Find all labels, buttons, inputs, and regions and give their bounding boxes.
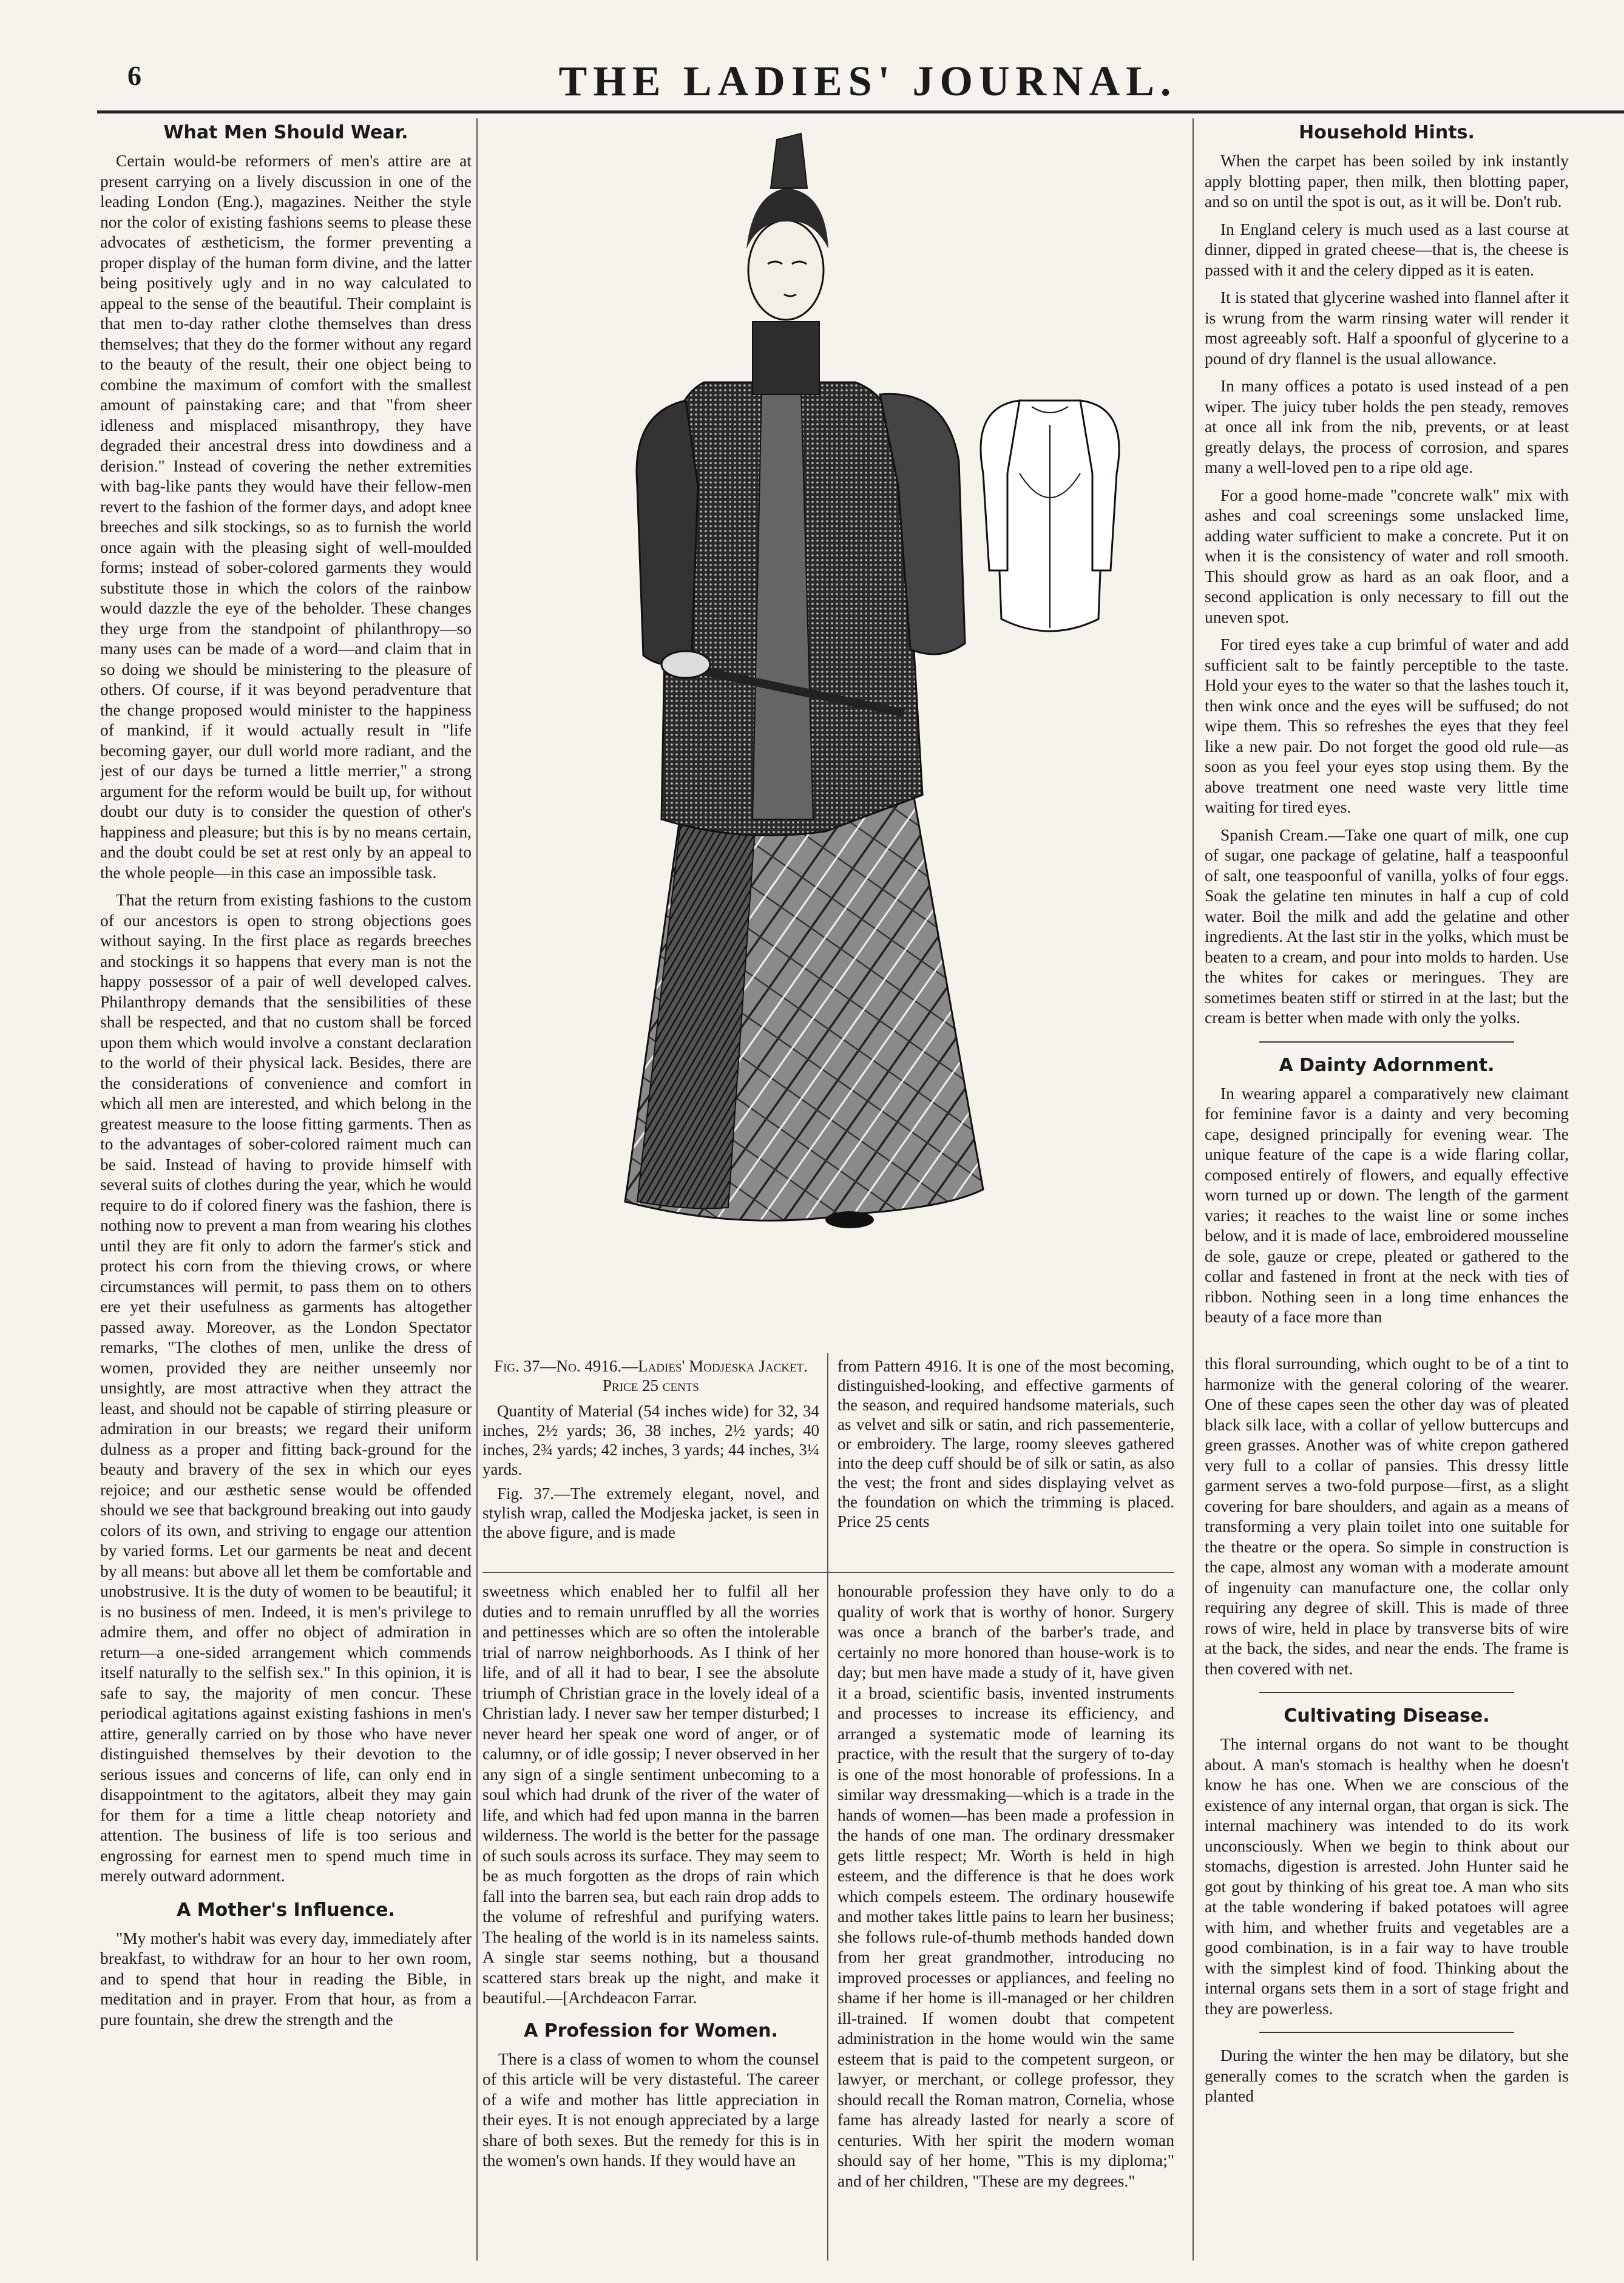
article-title-mothers: A Mother's Influence.	[177, 1899, 395, 1921]
article-paragraph: Spanish Cream.—Take one quart of milk, one cup of sugar, one package of gelatine, half a teaspoonful of salt, one teaspoonful of vanilla, yolks of four eggs. Soak the gelatine ten minutes in half a cup of cold water. Boil the milk and add the gelatine and other ingredients. At the last stir in the yolks, which must be beaten to a cream, and pour into molds to harden. Use the whites for cakes or meringues. They are sometimes beaten stiff or stirred in at the last; but the cream is better when made with only the yolks.	[1205, 825, 1569, 1027]
caption-title: Fig. 37—No. 4916.—Ladies' Modjeska Jacket. Price 25 cents	[494, 1357, 808, 1395]
mothers-continued: sweetness which enabled her to fulfil all her duties and to remain unruffled by all the worries and pettinesses which are so often the intolerable trial of narrow neighborhoods. As I think of her life, and of all it had to bear, I see the absolute triumph of Christian grace in the lovely ideal of a Christian lady. I never saw her temper disturbed; I never heard her speak one word of anger, or of calumny, or of idle gossip; I never observed in her any sign of a single sentiment unbecoming to a soul which had drunk of the river of the water of life, and which had fed upon manna in the barren wilderness. The world is the better for the passage of such souls across its surface. They may seem to be as much forgotten as the drops of rain which fall into the barren sea, but each rain drop adds to the volume of refreshful and purifying waters. The healing of the world is in its nameless saints. A single star seems nothing, but a thousand scattered stars break up the night, and make it beautiful.—[Archdeacon Farrar.	[482, 1581, 819, 2007]
caption-description-cont: from Pattern 4916. It is one of the most becoming, distinguished-looking, and effective garments of the season, and required handsome materials, such as velvet and silk or satin, and rich passementerie, or embroidery. The large, roomy sleeves gathered into the deep cuff should be of silk or satin, as also the vest; the front and sides displaying velvet as the foundation on which the trimming is placed. Price 25 cents	[837, 1357, 1174, 1530]
article-paragraph: Certain would-be reformers of men's attire are at present carrying on a lively discussion in one of the leading London (Eng.), magazines. Neither the style nor the color of existing fashions seems to please these advocates of æstheticism, the former preventing a proper display of the human form divine, and the latter being positively ugly and in no way calculated to appeal to the sense of the beautiful. Their complaint is that men to-day rather clothe themselves than dress themselves; that they do the former without any regard to the beauty of the result, their one object being to combine the maximum of comfort with the smallest amount of painstaking care; and that "from sheer idleness and misplaced misanthropy, they have degraded their ancestral dress into dowdiness and a derision." Instead of covering the nether extremities with bag-like pants they would have their fellow-men revert to the fashion of the former days, and adopt knee breeches and silk stockings, so as to furnish the world once again with the pleasing sight of well-moulded forms; instead of sober-colored garments they would substitute those in which the colors of the rainbow would dazzle the eye of the beholder. These changes they urge from the standpoint of philanthropy—so many uses can be made of a word—and claim that in so doing we should be ministering to the pleasure of others. Of course, if it was beyond peradventure that the change proposed would minister to the happiness of mankind, if it would actually result in "life becoming gayer, our dull world more radiant, and the jest of our days be turned a little merrier," a strong argument for the reform would be built up, for without doubt our duty is to consider the question of other's happiness and pleasure; but this is by no means certain, and the doubt could be set at rest only by an appeal to the whole people—in this case an impossible task.	[100, 151, 472, 882]
column-left	[100, 118, 472, 2264]
article-title-profession: A Profession for Women.	[524, 2020, 778, 2041]
figure-caption-right	[837, 1356, 1174, 1531]
column-right-upper	[1205, 118, 1569, 1335]
article-paragraph: For tired eyes take a cup brimful of water and add sufficient salt to be faintly perceptible to the taste. Hold your eyes to the water so that the lashes touch it, then wink once and the eyes will be suffused; do not wipe them. This so refreshes the eyes that they feel like a new pair. Do not forget the good old rule—as soon as you feel your eyes stop using them. By the above treatment one need waste very little time waiting for tired eyes.	[1205, 635, 1569, 816]
modjeska-jacket-figure	[486, 121, 1238, 1323]
article-paragraph: That the return from existing fashions to the custom of our ancestors is open to strong objections goes without saying. In the first place as regards breeches and stockings it so happens that every man is not the happy possessor of a pair of well developed calves. Philanthropy demands that the sensibilities of these shall be respected, and that no custom shall be forced upon them which would involve a constant declaration to the world of their physical lack. Besides, there are the considerations of convenience and comfort in which all men are interested, and which belong in the greatest measure to the loose fitting garments. Then as to the advantages of sober-colored raiment much can be said. Instead of having to provide himself with several suits of clothes during the year, which he would require to do if colored finery was the fashion, there is nothing now to prevent a man from wearing his clothes until they are fit only to adorn the farmer's stick and protect his corn from the thieving crows, or where circumstances will permit, to pass them on to others ere yet their usefulness as garments has altogether passed away. Moreover, as the London Spectator remarks, "The clothes of men, unlike the dress of women, provided they are neither unseemly nor unsightly, are most attractive when they attract the least, and should not be capable of stirring pleasure or admiration in our breasts; we regard their uniform dulness as a proper and fitting back-ground for the beauty and bravery of the sex in which our eyes rejoice; and our æsthetic sense would be offended should we see that background breaking out into gaudy colors of its own, and striving to engage our attention by varied forms. Let our garments be neat and decent by all means: but above all let them be comfortable and unobstrusive. It is the duty of women to be beautiful; it is no business of men. Indeed, it is men's privilege to admire them, and offer no object of admiration in return—a one-sided arrangement which commends itself naturally to the selfish sex." In this opinion, it is safe to say, the majority of men concur. These periodical agitations against existing fashions in men's attire, generally carried on by those who have never distinguished themselves by their devotion to the serious issues and concerns of life, can only end in disappointment to the agitators, albeit they may gain for them for a time a little cheap notoriety and attention. The business of life is too serious and engrossing for earnest men to spend much time in merely outward adornment.	[100, 890, 472, 1885]
article-title-household: Household Hints.	[1299, 122, 1475, 143]
article-paragraph: In England celery is much used as a last course at dinner, dipped in grated cheese—that is, the cheese is passed with it and the celery dipped as it is eaten.	[1205, 219, 1569, 279]
article-paragraph: When the carpet has been soiled by ink instantly apply blotting paper, then milk, then blotting paper, and so on until the spot is out, as it will be. Don't rub.	[1205, 151, 1569, 211]
article-paragraph: The internal organs do not want to be thought about. A man's stomach is healthy when he doesn't know he has one. When we are conscious of the existence of any internal organ, that organ is sick. The internal machinery was intended to do its work unconsciously. When we begin to think about our stomachs, digestion is arrested. John Hunter said he got gout by thinking of his great toe. A man who sits at the table wondering if baked potatoes will agree with him, and whether fruits and vegetables are a good combination, is in a fair way to have trouble with the simplest kind of food. Thinking about the internal organs sets them in a sort of stage fright and they are powerless.	[1205, 1734, 1569, 2018]
article-paragraph: In many offices a potato is used instead of a pen wiper. The juicy tuber holds the pen steady, removes at once all ink from the nib, prevents, or at least greatly delays, the process of corrosion, and spares many a well-loved pen to a ripe old age.	[1205, 376, 1569, 476]
page-number: 6	[127, 60, 141, 91]
profession-continued: honourable profession they have only to do a quality of work that is worthy of honor. Surgery was once a branch of the barber's trade, and certainly no more honored than house-work is to day; but men have made a study of it, have given it a broad, scientific basis, invented instruments and processes to increase its efficiency, and arranged a systematic mode of learning its practice, with the result that the surgery of to-day is one of the most honorable of professions. In a similar way dressmaking—which is a trade in the hands of women—has been made a profession in the hands of one man. The ordinary dressmaker gets little respect; Mr. Worth is held in high esteem, and the difference is that he does work which compels esteem. The ordinary housewife and mother takes little pains to learn her business; she follows rule-of-thumb methods handed down from her great grandmother, introducing no improved processes or appliances, and feeling no shame if her home is ill-managed or her children ill-trained. If women doubt that competent administration in the home would win the same esteem that is paid to the competent surgeon, or lawyer, or merchant, or college professor, they should recall the Roman matron, Cornelia, whose fame has already lasted for nearly a score of centuries. With her spirit the modern woman should say of her home, "This is my diploma;" and of her children, "These are my degrees."	[837, 1581, 1174, 2190]
column-center-right	[837, 1581, 1174, 2261]
column-rule	[827, 1353, 828, 2261]
article-paragraph: In wearing apparel a comparatively new claimant for feminine favor is a dainty and very becoming cape, designed principally for evening wear. The unique feature of the cape is a wide flaring collar, composed entirely of flowers, and equally effective worn turned up or down. The length of the garment varies; it reaches to the waist line or some inches below, and it is made of lace, embroidered mousseline de sole, gauze or crepe, pleated or gathered to the collar and fastened in front at the neck with ties of ribbon. Nothing seen in a long time enhances the beauty of a face more than	[1205, 1083, 1569, 1326]
article-title-cultivating: Cultivating Disease.	[1284, 1705, 1490, 1727]
article-title-dainty: A Dainty Adornment.	[1279, 1054, 1495, 1076]
caption-rule	[482, 1572, 1174, 1573]
article-paragraph: During the winter the hen may be dilatory, but she generally comes to the scratch when the garden is planted	[1205, 2046, 1569, 2105]
section-divider	[1259, 1041, 1514, 1043]
masthead-title: THE LADIES' JOURNAL.	[558, 58, 1177, 105]
caption-quantity: Quantity of Material (54 inches wide) for 32, 34 inches, 2½ yards; 36, 38 inches, 2½ yards; 40 inches, 2¾ yards; 42 inches, 3 yards; 44 inches, 3¼ yards.	[482, 1402, 819, 1478]
fashion-illustration	[486, 121, 1238, 1323]
figure-caption-left	[482, 1356, 819, 1542]
article-title-what-men: What Men Should Wear.	[163, 122, 408, 143]
section-divider	[1259, 1692, 1514, 1693]
back-view-jacket	[981, 401, 1119, 631]
section-divider	[1259, 2032, 1514, 2033]
article-paragraph: It is stated that glycerine washed into flannel after it is wrung from the warm rinsing water will render it most agreeably soft. Half a spoonful of glycerine to a pound of dry flannel is the usual allowance.	[1205, 288, 1569, 368]
column-rule	[476, 118, 478, 2261]
column-right-lower	[1205, 1353, 1569, 2264]
caption-description: Fig. 37.—The extremely elegant, novel, and stylish wrap, called the Modjeska jacket, is seen in the above figure, and is made	[482, 1484, 819, 1541]
column-center-left	[482, 1581, 819, 2261]
article-paragraph: There is a class of women to whom the counsel of this article will be very distasteful. The career of a wife and mother has little appreciation in their eyes. It is not enough appreciated by a large share of both sexes. But the remedy for this is in the women's own hands. If they would have an	[482, 2049, 819, 2170]
masthead-rule	[97, 110, 1624, 113]
article-paragraph: For a good home-made "concrete walk" mix with ashes and coal screenings some unslacked lime, adding water sufficient to make a concrete. Put it on when it is the consistency of water and roll smooth. This should grow as hard as an oak floor, and a second application is only necessary to fill out the uneven spot.	[1205, 485, 1569, 626]
dainty-continued: this floral surrounding, which ought to be of a tint to harmonize with the general coloring of the wearer. One of these capes seen the other day was of pleated black silk lace, with a collar of yellow buttercups and green grasses. Another was of white crepon gathered very full to a collar of pansies. This dressy little garment serves a two-fold purpose—first, as a slight covering for bare shoulders, and again as a means of transforming a very plain toilet into one suitable for the theatre or the opera. So simple in construction is the cape, almost any woman with a moderate amount of ingenuity can manufacture one, the collar only requiring any degree of skill. This is made of three rows of wire, held in place by transverse bits of wire at the back, the sides, and near the ends. The frame is then covered with net.	[1205, 1354, 1569, 1678]
column-rule	[1193, 118, 1194, 2261]
article-paragraph: "My mother's habit was every day, immediately after breakfast, to withdraw for an hour to her own room, and to spend that hour in reading the Bible, in meditation and in prayer. From that hour, as from a pure fountain, she drew the strength and the	[100, 1928, 472, 2029]
